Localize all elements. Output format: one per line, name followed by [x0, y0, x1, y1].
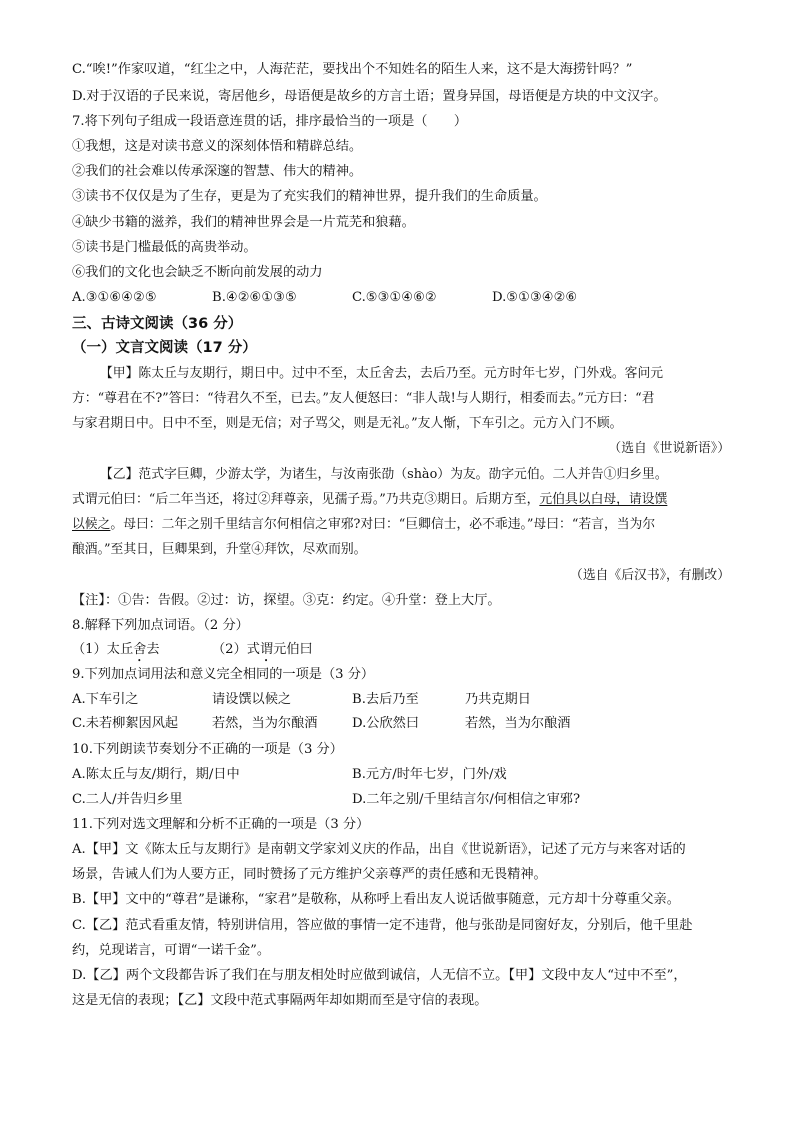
q9-option-d-2: 若然，当为尔酿酒 — [465, 716, 571, 731]
passage-jia-line-2: 方：“尊君在不?”答曰：“待君久不至，已去。”友人便怒曰：“非人哉!与人期行，相委而去。”元方曰：“君 — [72, 391, 655, 406]
q10-option-d: D.二年之别/千里结言尔/何相信之审邪? — [352, 792, 581, 807]
passage-jia-line-3: 与家君期日中。日中不至，则是无信；对子骂父，则是无礼。”友人惭，下车引之。元方入门不顾。 — [72, 416, 623, 431]
q9-option-b-2: 乃共克期日 — [465, 692, 531, 707]
passage-jia-source: （选自《世说新语》） — [608, 441, 730, 456]
q11-option-d-line-2: 这是无信的表现；【乙】文段中范式事隔两年却如期而至是守信的表现。 — [72, 993, 488, 1008]
q7-option-b: B.④②⑥①③⑤ — [212, 290, 297, 305]
sentence-3: ③读书不仅仅是为了生存，更是为了充实我们的精神世界，提升我们的生命质量。 — [72, 189, 547, 204]
question-7: 7.将下列句子组成一段语意连贯的话，排序最恰当的一项是（ ） — [72, 114, 468, 129]
q11-option-a-line-2: 场景，告诫人们为人要方正，同时赞扬了元方维护父亲尊严的责任感和无畏精神。 — [72, 867, 547, 882]
q7-option-a: A.③①⑥④②⑤ — [72, 290, 157, 305]
q11-option-d-line-1: D.【乙】两个文段都告诉了我们在与朋友相处时应做到诚信，人无信不立。【甲】文段中友人“过中不至”， — [72, 968, 687, 983]
sentence-5: ⑤读书是门槛最低的高贵举动。 — [72, 240, 257, 255]
question-11: 11.下列对选文理解和分析不正确的一项是（3 分） — [72, 817, 370, 832]
q9-option-d-1: D.公欣然曰 — [352, 716, 420, 731]
q8-item-1-post: 去 — [146, 642, 160, 657]
q8-item-2-pre: （2）式 — [212, 642, 260, 657]
q8-item-2-dotted-word: 谓 — [259, 642, 274, 657]
q7-option-d: D.⑤①③④②⑥ — [492, 290, 578, 305]
question-10: 10.下列朗读节奏划分不正确的一项是（3 分） — [72, 742, 343, 757]
q10-option-b: B.元方/时年七岁，门外/戏 — [352, 767, 507, 782]
option-d-line: D.对于汉语的子民来说，寄居他乡，母语便是故乡的方言土语；置身异国，母语便是方块的中文汉字。 — [72, 89, 667, 104]
q9-option-a-2: 请设馔以候之 — [212, 692, 292, 707]
passage-yi-line-3-text: 。母曰：二年之别千里结言尔何相信之审邪?对曰：“巨卿信士，必不乖违。”母曰：“若言，当为尔 — [110, 517, 656, 532]
q10-option-c: C.二人/并告归乡里 — [72, 792, 183, 807]
passage-yi-line-3 — [72, 515, 655, 535]
sentence-4: ④缺少书籍的滋养，我们的精神世界会是一片荒芜和狼藉。 — [72, 215, 415, 230]
passage-yi-line-4: 酿酒。”至其日，巨卿果到，升堂④拜饮，尽欢而别。 — [72, 542, 367, 557]
q8-item-1-pre: （1）太丘 — [72, 642, 134, 657]
section-3-heading: 三、古诗文阅读（36 分） — [72, 316, 243, 332]
q10-option-a: A.陈太丘与友/期行，期/日中 — [72, 767, 240, 782]
sentence-1: ①我想，这是对读书意义的深刻体悟和精辟总结。 — [72, 139, 363, 154]
sentence-6: ⑥我们的文化也会缺乏不断向前发展的动力 — [72, 265, 323, 280]
q9-option-c-2: 若然，当为尔酿酒 — [212, 716, 318, 731]
subsection-1-heading: （一）文言文阅读（17 分） — [72, 340, 257, 356]
q8-item-2-post: 元伯曰 — [273, 642, 313, 657]
underlined-sentence-part-1: 元伯具以白母，请设馔 — [539, 492, 668, 507]
q7-option-c: C.⑤③①④⑥② — [352, 290, 437, 305]
passage-yi-source: （选自《后汉书》，有删改） — [570, 568, 730, 583]
passage-yi-line-2 — [72, 490, 667, 510]
annotation-notes: 【注】：①告：告假。②过：访，探望。③克：约定。④升堂：登上大厅。 — [72, 593, 501, 608]
passage-yi-line-1: 【乙】范式字巨卿，少游太学，为诸生，与汝南张劭（shào）为友。劭字元伯。二人并告①归乡里。 — [100, 467, 668, 482]
question-9: 9.下列加点词用法和意义完全相同的一项是（3 分） — [72, 667, 375, 682]
sentence-2: ②我们的社会难以传承深邃的智慧、伟大的精神。 — [72, 164, 363, 179]
q9-option-c-1: C.未若柳絮因风起 — [72, 716, 179, 731]
q11-option-a-line-1: A.【甲】文《陈太丘与友期行》是南朝文学家刘义庆的作品，出自《世说新语》，记述了元方与来客对话的 — [72, 842, 686, 857]
q11-option-b: B.【甲】文中的“尊君”是谦称，“家君”是敬称，从称呼上看出友人说话做事随意，元方却十分尊重父亲。 — [72, 892, 680, 907]
underlined-sentence-part-2: 以候之 — [72, 517, 111, 532]
passage-yi-line-2-text: 式谓元伯曰：“后二年当还，将过②拜尊亲，见孺子焉。”乃共克③期日。后期方至， — [72, 492, 540, 507]
q8-item-1-dotted-word: 舍 — [133, 642, 147, 657]
option-c-line: C.“唉!”作家叹道，“红尘之中，人海茫茫，要找出个不知姓名的陌生人来，这不是大海捞针吗？” — [72, 62, 633, 77]
q8-item-1 — [72, 640, 160, 665]
q11-option-c-line-1: C.【乙】范式看重友情，特别讲信用，答应做的事情一定不违背，他与张劭是同窗好友，分别后，他千里赴 — [72, 918, 693, 933]
q8-item-2 — [212, 640, 313, 665]
question-8: 8.解释下列加点词语。（2 分） — [72, 618, 249, 633]
q9-option-a-1: A.下车引之 — [72, 692, 139, 707]
q9-option-b-1: B.去后乃至 — [352, 692, 419, 707]
q11-option-c-line-2: 约，兑现诺言，可谓“一诺千金”。 — [72, 943, 271, 958]
passage-jia-line-1: 【甲】陈太丘与友期行，期日中。过中不至，太丘舍去，去后乃至。元方时年七岁，门外戏。客问元 — [100, 366, 664, 381]
